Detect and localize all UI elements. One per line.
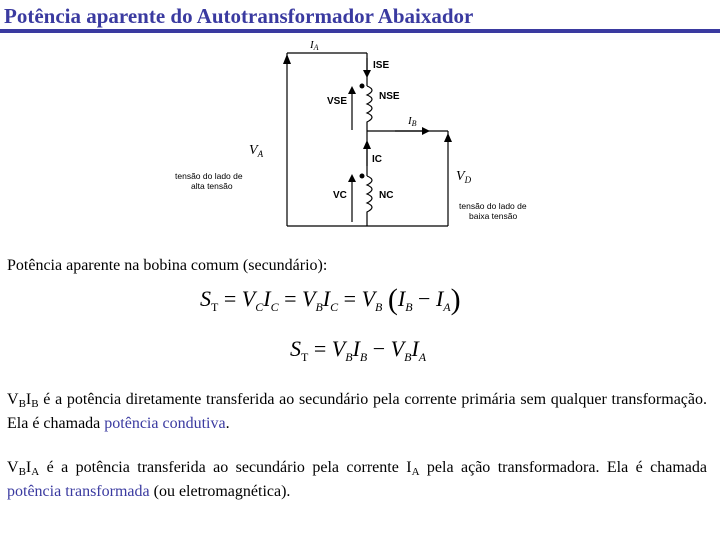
svg-text:VD bbox=[456, 169, 472, 185]
svg-text:VA bbox=[249, 143, 264, 159]
label-ise: ISE bbox=[373, 60, 390, 71]
label-ic: IC bbox=[372, 154, 382, 165]
label-ib-sub: B bbox=[411, 119, 417, 128]
page-title: Potência aparente do Autotransformador Abaixador bbox=[4, 4, 474, 28]
label-nse: NSE bbox=[379, 91, 400, 102]
label-ib: I bbox=[408, 115, 412, 127]
title-underline bbox=[0, 29, 720, 33]
arrow-ib-head bbox=[422, 127, 430, 135]
label-va: V bbox=[249, 143, 258, 158]
paragraph-intro: Potência aparente na bobina comum (secundário): bbox=[7, 257, 328, 274]
svg-text:IA bbox=[309, 39, 319, 52]
label-vc: VC bbox=[333, 190, 347, 201]
polarity-dot-nse bbox=[360, 84, 365, 89]
label-low-side-1: tensão do lado de bbox=[459, 201, 527, 211]
arrow-vse-head bbox=[348, 86, 356, 94]
label-nc: NC bbox=[379, 190, 394, 201]
coil-nse bbox=[367, 86, 372, 131]
arrow-vd-head bbox=[444, 133, 452, 142]
autotransformer-diagram bbox=[165, 36, 565, 236]
svg-text:IB bbox=[407, 115, 417, 128]
paragraph-conductive-power: $V_BI_B$ é a potência diretamente transferida ao secundário pela corrente primária sem qualquer transformação. Ela é chamada potência condutiva. bbox=[7, 391, 707, 432]
label-ia: I bbox=[310, 39, 314, 51]
label-vd: V bbox=[456, 169, 465, 184]
label-high-side-2: alta tensão bbox=[191, 181, 233, 191]
term-transformed-power: potência transformada bbox=[7, 483, 150, 500]
arrow-va-head bbox=[283, 54, 291, 64]
arrow-ic-head bbox=[363, 140, 371, 149]
label-va-sub: A bbox=[257, 149, 264, 159]
label-high-side-1: tensão do lado de bbox=[175, 171, 243, 181]
coil-nc bbox=[367, 176, 372, 218]
formula-st-expanded: $S_T = V_CI_C = V_BI_C = V_B$ $(I_B - I_A)$ bbox=[200, 283, 461, 316]
label-low-side-2: baixa tensão bbox=[469, 211, 518, 221]
paragraph-transformed-power: $V_BI_A$ é a potência transferida ao secundário pela corrente $I_A$ pela ação transformadora. Ela é chamada potência transformada (ou eletromagnética). bbox=[7, 459, 707, 500]
label-vd-sub: D bbox=[464, 175, 472, 185]
formula-st-result: $S_T = V_BI_B - V_BI_A$ bbox=[290, 336, 427, 364]
label-vse: VSE bbox=[327, 96, 348, 107]
label-ia-sub: A bbox=[313, 43, 319, 52]
arrow-ise-head bbox=[363, 70, 371, 78]
arrow-vc-head bbox=[348, 174, 356, 182]
term-conductive-power: potência condutiva bbox=[104, 415, 226, 432]
polarity-dot-nc bbox=[360, 174, 365, 179]
